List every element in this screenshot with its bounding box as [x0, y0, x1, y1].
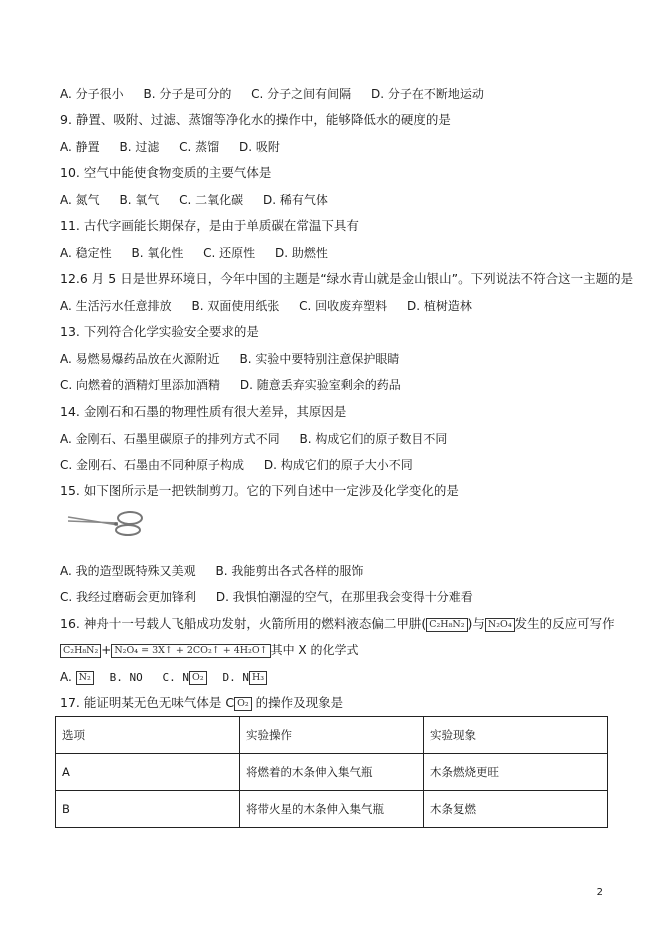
q13-option-d: D. 随意丢弃实验室剩余的药品 [239, 378, 401, 392]
table-cell-operation: 将带火星的木条伸入集气瓶 [240, 791, 424, 828]
q16-option-c-formula: O₂ [189, 671, 207, 685]
q16-stem-a: 16. 神舟十一号载人飞船成功发射，火箭所用的燃料液态偏二甲肼( [60, 616, 427, 631]
q14-options-row1 [60, 431, 463, 447]
q8-option-a: A. 分子很小 [60, 87, 124, 101]
q16-stem-b: )与 [467, 616, 485, 631]
q14-option-c: C. 金刚石、石墨由不同种原子构成 [60, 458, 245, 472]
q10-option-b: B. 氧气 [119, 193, 160, 207]
q13-options-row2 [60, 377, 417, 393]
q11-stem: 11. 古代字画能长期保存，是由于单质碳在常温下具有 [60, 218, 359, 233]
table-header-phenomenon: 实验现象 [424, 717, 608, 754]
q16-option-a: A. [60, 670, 72, 684]
q15-stem: 15. 如下图所示是一把铁制剪刀。它的下列自述中一定涉及化学变化的是 [60, 483, 459, 498]
q17-co2-formula: O₂ [234, 697, 252, 711]
q16-stem [60, 616, 615, 632]
q15-options-row2 [60, 589, 489, 605]
q10-option-d: D. 稀有气体 [263, 193, 328, 207]
q15-option-d: D. 我惧怕潮湿的空气，在那里我会变得十分难看 [215, 590, 473, 604]
q16-option-c: C. N [162, 671, 190, 684]
q13-options-row1 [60, 351, 415, 367]
q15-options-row1 [60, 563, 379, 579]
q16-options [60, 669, 267, 686]
q16-oxidizer-formula: N₂O₄ [485, 618, 515, 632]
q14-option-b: B. 构成它们的原子数目不同 [299, 432, 448, 446]
q16-option-d: D. N [222, 671, 249, 684]
q9-options [60, 139, 296, 155]
q8-option-b: B. 分子是可分的 [143, 87, 232, 101]
q9-option-a: A. 静置 [60, 140, 100, 154]
q12-option-d: D. 植树造林 [407, 299, 472, 313]
table-row [56, 791, 608, 828]
q15-option-b: B. 我能剪出各式各样的服饰 [215, 564, 364, 578]
q11-options [60, 245, 344, 261]
q11-option-d: D. 助燃性 [275, 246, 328, 260]
q12-stem: 12.6 月 5 日是世界环境日，今年中国的主题是“绿水青山就是金山银山”。下列说法不符合这一主题的是 [60, 271, 634, 286]
table-cell-phenomenon: 木条复燃 [424, 791, 608, 828]
q12-options [60, 298, 488, 314]
q12-option-c: C. 回收废弃塑料 [299, 299, 388, 313]
q16-stem-d: 其中 X 的化学式 [270, 643, 359, 657]
q16-option-b: B. NO [109, 671, 143, 684]
q16-equation-line [60, 642, 358, 658]
q10-stem: 10. 空气中能使食物变质的主要气体是 [60, 165, 272, 180]
q11-option-b: B. 氧化性 [131, 246, 184, 260]
q8-option-c: C. 分子之间有间隔 [251, 87, 352, 101]
q17-stem [60, 695, 343, 711]
q16-equation-plus: + [101, 643, 112, 657]
q10-option-c: C. 二氧化碳 [179, 193, 244, 207]
q16-option-d-formula: H₃ [249, 671, 267, 685]
q12-option-a: A. 生活污水任意排放 [60, 299, 172, 313]
q13-option-a: A. 易燃易爆药品放在火源附近 [60, 352, 220, 366]
table-header-option: 选项 [56, 717, 240, 754]
scissors-image [66, 509, 150, 537]
q11-option-a: A. 稳定性 [60, 246, 112, 260]
table-cell-option: B [56, 791, 240, 828]
table-header-row [56, 717, 608, 754]
q9-stem: 9. 静置、吸附、过滤、蒸馏等净化水的操作中，能够降低水的硬度的是 [60, 112, 451, 127]
q10-options [60, 192, 344, 208]
q14-options-row2 [60, 457, 429, 473]
q16-fuel-formula: C₂H₈N₂ [426, 618, 467, 632]
q16-equation-left: C₂H₈N₂ [60, 644, 101, 658]
q16-option-a-formula: N₂ [76, 671, 94, 685]
q12-option-b: B. 双面使用纸张 [191, 299, 280, 313]
table-cell-operation: 将燃着的木条伸入集气瓶 [240, 754, 424, 791]
table-row [56, 754, 608, 791]
q13-stem: 13. 下列符合化学实验安全要求的是 [60, 324, 259, 339]
q10-option-a: A. 氮气 [60, 193, 100, 207]
q17-table [55, 716, 608, 828]
table-header-operation: 实验操作 [240, 717, 424, 754]
q17-stem-a: 17. 能证明某无色无味气体是 C [60, 695, 235, 710]
q13-option-c: C. 向燃着的酒精灯里添加酒精 [60, 378, 221, 392]
q17-stem-b: 的操作及现象是 [251, 695, 344, 710]
q15-option-a: A. 我的造型既特殊又美观 [60, 564, 196, 578]
q11-option-c: C. 还原性 [203, 246, 256, 260]
q9-option-c: C. 蒸馏 [179, 140, 220, 154]
q13-option-b: B. 实验中要特别注意保护眼睛 [239, 352, 400, 366]
q14-stem: 14. 金刚石和石墨的物理性质有很大差异，其原因是 [60, 404, 347, 419]
q9-option-b: B. 过滤 [119, 140, 160, 154]
q16-stem-c: 发生的反应可写作 [514, 616, 615, 631]
q14-option-d: D. 构成它们的原子大小不同 [263, 458, 413, 472]
q15-option-c: C. 我经过磨砺会更加锋利 [60, 590, 197, 604]
q9-option-d: D. 吸附 [239, 140, 280, 154]
table-cell-phenomenon: 木条燃烧更旺 [424, 754, 608, 791]
q14-option-a: A. 金刚石、石墨里碳原子的排列方式不同 [60, 432, 280, 446]
page-number: 2 [596, 887, 603, 898]
q8-option-d: D. 分子在不断地运动 [371, 87, 484, 101]
table-cell-option: A [56, 754, 240, 791]
q16-equation-right: N₂O₄ = 3X↑ + 2CO₂↑ + 4H₂O↑ [111, 644, 270, 658]
q8-options [60, 86, 500, 102]
